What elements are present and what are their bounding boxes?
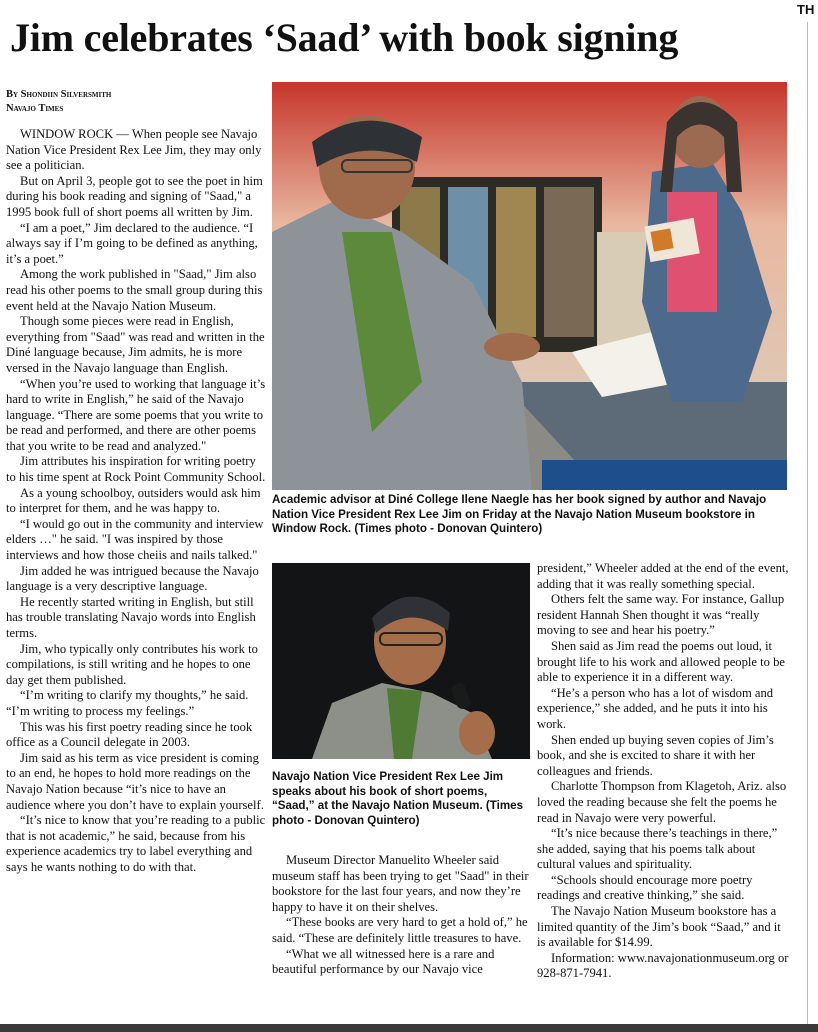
paragraph: This was his first poetry reading since he took office as a Council delegate in 2003. bbox=[6, 719, 253, 750]
paragraph: “I’m writing to clarify my thoughts,” he said. “I’m writing to process my feelings.” bbox=[6, 688, 249, 718]
paragraph: Among the work published in "Saad," Jim also read his other poems to the small group during this event held at the Navajo Nation Museum. bbox=[6, 267, 263, 313]
book-signing-caption: Academic advisor at Diné College Ilene Naegle has her book signed by author and Navajo Nation Vice President Rex Lee Jim on Friday at the Navajo Nation Museum bookstore in Window Rock. (Times photo - Donovan Quintero) bbox=[272, 493, 767, 535]
article-column-3 bbox=[537, 561, 789, 982]
paragraph: Shen said as Jim read the poems out loud, it brought life to his work and allowed people to be able to experience it in a different way. bbox=[537, 638, 785, 685]
book-signing-illustration bbox=[272, 82, 787, 490]
paragraph: Though some pieces were read in English, everything from "Saad" was read and written in the Diné language because, Jim admits, he is more versed in the Navajo language than English. bbox=[6, 314, 265, 375]
headline: Jim celebrates ‘Saad’ with book signing bbox=[10, 15, 679, 60]
byline-outlet: Navajo Times bbox=[6, 103, 64, 114]
column-divider bbox=[807, 22, 808, 1032]
reading-caption: Navajo Nation Vice President Rex Lee Jim speaks about his book of short poems, “Saad,” at the Navajo Nation Museum. (Times photo - Donovan Quintero) bbox=[272, 770, 524, 827]
paragraph: “It’s nice because there’s teachings in there,” she added, saying that his poems talk about cultural values and spirituality. bbox=[537, 826, 778, 872]
article-column-2 bbox=[272, 853, 530, 978]
paragraph: Jim said as his term as vice president is coming to an end, he hopes to hold more readings on the Navajo Nation because “it’s nice to have an audience where you don’t have to explain yourself. bbox=[6, 750, 264, 812]
paragraph: Museum Director Manuelito Wheeler said museum staff has been trying to get "Saad" in their bookstore for the last four years, and now they’re happy to have it on their shelves. bbox=[272, 853, 529, 914]
paragraph: Information: www.navajonationmuseum.org or 928-871-7941. bbox=[537, 950, 789, 981]
paragraph: Shen ended up buying seven copies of Jim’s book, and she is excited to share it with her colleagues and friends. bbox=[537, 732, 774, 778]
byline bbox=[6, 88, 111, 116]
paragraph: Jim, who typically only contributes his work to compilations, is still writing and he hopes to one day get them published. bbox=[6, 641, 258, 687]
paragraph: But on April 3, people got to see the poet in him during his book reading and signing of "Saad," a 1995 book full of short poems all written by Jim. bbox=[6, 173, 263, 219]
paragraph: “These books are very hard to get a hold of,” he said. “These are definitely little treasures to have. bbox=[272, 915, 528, 945]
paragraph: “What we all witnessed here is a rare and beautiful performance by our Navajo vice bbox=[272, 946, 495, 977]
reading-illustration bbox=[272, 563, 530, 759]
paragraph: “It’s nice to know that you’re reading to a public that is not academic,” he said, because from his experience academics try to label everything and says he wants nothing to do with that. bbox=[6, 813, 266, 874]
reading-photo bbox=[272, 563, 530, 759]
paragraph: Jim added he was intrigued because the Navajo language is a very descriptive language. bbox=[6, 563, 259, 594]
book-signing-photo bbox=[272, 82, 787, 490]
paragraph: “I would go out in the community and interview elders …" he said. "I was inspired by those interviews and how those cheiis and nails talked." bbox=[6, 516, 264, 563]
paragraph: Others felt the same way. For instance, Gallup resident Hannah Shen thought it was “really moving to see and hear his poetry.” bbox=[537, 592, 785, 638]
paragraph: “When you’re used to working that language it’s hard to write in English,” he said of the Navajo language. “There are some poems that you write to be read and performed, and there are other poems that you write to be read and analyzed." bbox=[6, 376, 266, 453]
paragraph: Jim attributes his inspiration for writing poetry to his time spent at Rock Point Community School. bbox=[6, 454, 266, 485]
paragraph: WINDOW ROCK — When people see Navajo Nation Vice President Rex Lee Jim, they may only see a politician. bbox=[6, 127, 262, 173]
paragraph: “He’s a person who has a lot of wisdom and experience,” she added, and he puts it into his work. bbox=[537, 685, 774, 731]
paragraph: Charlotte Thompson from Klagetoh, Ariz. also loved the reading because she felt the poems he read in Navajo were very powerful. bbox=[537, 779, 787, 825]
paragraph: He recently started writing in English, but still has trouble translating Navajo words into English terms. bbox=[6, 594, 256, 640]
page-corner-text: TH bbox=[797, 2, 815, 17]
page-bottom-strip bbox=[0, 1024, 818, 1032]
paragraph: “I am a poet,” Jim declared to the audience. “I always say if I’m going to be defined as anything, it’s a poet.” bbox=[6, 220, 258, 266]
paragraph-continuation: president,” Wheeler added at the end of the event, adding that it was really something special. bbox=[537, 561, 789, 591]
article-column-1 bbox=[6, 127, 266, 876]
paragraph: As a young schoolboy, outsiders would ask him to interpret for them, and he was happy to. bbox=[6, 485, 261, 516]
paragraph: The Navajo Nation Museum bookstore has a limited quantity of the Jim’s book “Saad,” and it is available for $14.99. bbox=[537, 904, 781, 950]
byline-author: By Shondiin Silversmith bbox=[6, 89, 112, 100]
paragraph: “Schools should encourage more poetry readings and creative thinking,” she said. bbox=[537, 872, 753, 903]
